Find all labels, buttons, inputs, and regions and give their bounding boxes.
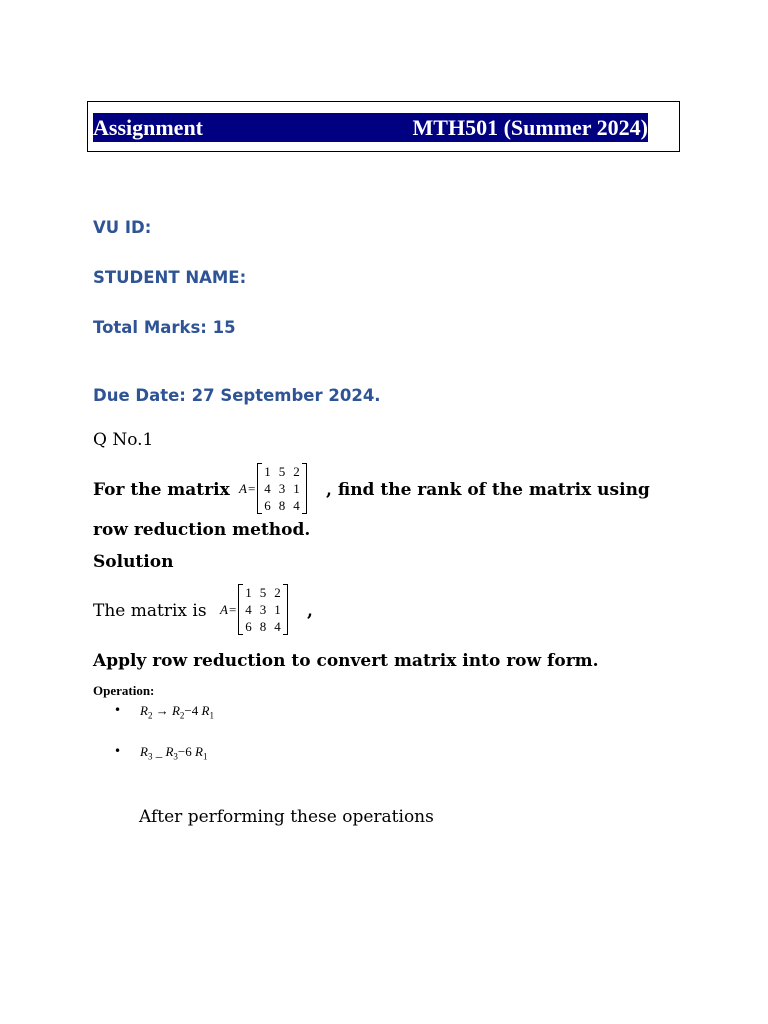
question-matrix — [239, 463, 307, 514]
op-r: R — [195, 744, 203, 759]
matrix-cell: 4 — [245, 602, 252, 617]
operation-heading: Operation: — [93, 683, 155, 698]
op-r-sub: 1 — [202, 751, 208, 762]
operation-1 — [140, 703, 214, 721]
matrix-cell: 2 — [293, 464, 300, 479]
matrix-cell: 5 — [278, 464, 286, 479]
matrix-cell: 4 — [274, 619, 281, 634]
matrix-cell: 4 — [264, 481, 271, 496]
op-r-sub: 1 — [209, 710, 214, 721]
due-date-label: Due Date: 27 September 2024. — [93, 386, 381, 405]
operation-2 — [140, 744, 207, 762]
assignment-title: Assignment — [93, 115, 204, 140]
op-arrow: _ — [155, 744, 163, 759]
title-band — [93, 113, 648, 142]
question-text-line2: row reduction method. — [93, 520, 311, 540]
matrix-cell: 1 — [274, 602, 281, 617]
op-target: R — [140, 703, 148, 718]
matrix-cell: 1 — [293, 481, 300, 496]
op-target-sub: 2 — [147, 710, 153, 721]
op-r: R — [201, 703, 210, 718]
matrix-trailing-comma: , — [307, 601, 313, 621]
matrix-cell: 2 — [274, 585, 281, 600]
op-lhs: R — [171, 703, 180, 718]
bullet-icon: • — [114, 744, 122, 758]
matrix-intro: The matrix is — [93, 601, 207, 621]
solution-matrix — [220, 584, 288, 635]
matrix-cell: 6 — [245, 619, 252, 634]
total-marks-label: Total Marks: 15 — [93, 318, 236, 337]
question-text-start: For the matrix — [93, 480, 230, 500]
matrix-cell: 3 — [278, 481, 286, 496]
op-coefficient: −6 — [177, 744, 192, 759]
matrix-cell: 6 — [264, 498, 271, 513]
matrix-cell: 5 — [259, 585, 267, 600]
op-lhs: R — [165, 744, 174, 759]
student-name-label: STUDENT NAME: — [93, 268, 247, 287]
matrix-cell: 8 — [259, 619, 267, 634]
matrix-name: A — [239, 480, 247, 496]
op-lhs-sub: 3 — [173, 751, 178, 762]
solution-heading: Solution — [93, 552, 174, 572]
bullet-icon: • — [114, 703, 122, 717]
matrix-cell: 8 — [278, 498, 286, 513]
op-lhs-sub: 2 — [179, 710, 185, 721]
matrix-cell: 4 — [293, 498, 300, 513]
after-operations-text: After performing these operations — [139, 807, 434, 827]
op-target-sub: 3 — [147, 751, 153, 762]
question-number: Q No.1 — [93, 430, 154, 450]
op-coefficient: −4 — [184, 703, 199, 718]
vu-id-label: VU ID: — [93, 218, 152, 237]
matrix-name: A — [220, 601, 228, 617]
matrix-cell: 1 — [245, 585, 252, 600]
instruction-text: Apply row reduction to convert matrix into row form. — [93, 651, 599, 671]
course-title: MTH501 (Summer 2024) — [412, 115, 648, 140]
matrix-cell: 1 — [264, 464, 271, 479]
matrix-equals: = — [228, 601, 237, 617]
matrix-equals: = — [247, 480, 256, 496]
op-target: R — [140, 744, 148, 759]
question-text-end: , find the rank of the matrix using — [326, 480, 650, 500]
op-arrow: → — [155, 703, 169, 718]
matrix-cell: 3 — [259, 602, 267, 617]
